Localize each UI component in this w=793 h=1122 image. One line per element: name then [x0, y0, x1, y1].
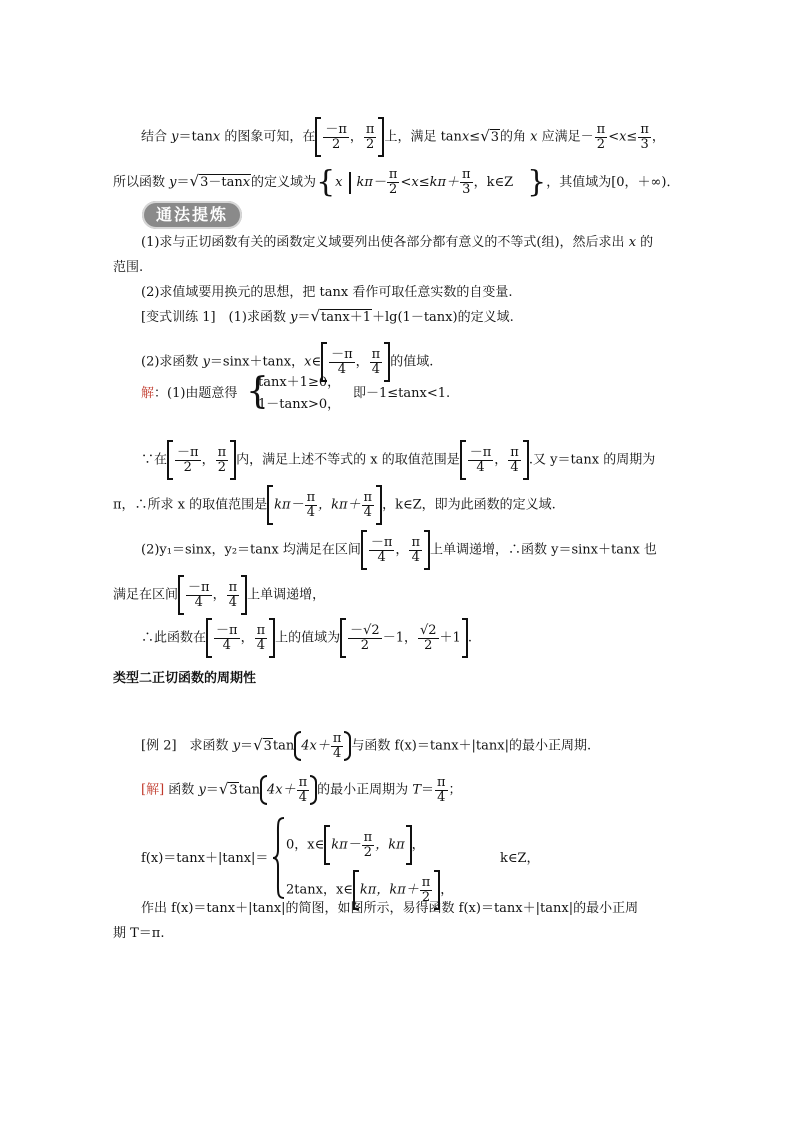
fraction: $\frac{\pi}{2}$	[217, 444, 227, 475]
fraction: $\frac{\pi}{3}$	[462, 167, 471, 197]
text: ，k∈Z	[473, 175, 514, 190]
tip-line-1: (1)求与正切函数有关的函数定义域要列出使各部分都有意义的不等式(组)，然后求出 x 的	[141, 235, 654, 250]
fraction: $\frac{\pi}{2}$	[365, 121, 375, 152]
text: kπ－	[356, 175, 386, 190]
fraction: $\frac{\pi}{4}$	[228, 579, 238, 610]
reasoning-line-2	[113, 164, 680, 200]
example-line-4: 期 T＝π.	[113, 926, 165, 941]
fraction: $\frac{\pi}{4}$	[371, 346, 381, 377]
sqrt: √3－tanx	[189, 172, 251, 190]
piecewise-case-2: 2tanx，x∈ kπ，kπ＋ $\frac{\pi}{2}$ ，	[286, 870, 453, 910]
solution-line-4: (2)y₁＝sinx，y₂＝tanx 均满足在区间 $\frac{-\pi}{4}$ ， $\frac{\pi}{4}$ 上单调递增，∴函数 y＝sinx＋tanx 也	[141, 530, 657, 570]
fraction: $\frac{\pi}{4}$	[332, 730, 342, 761]
text: ＝tan	[178, 129, 213, 145]
fraction: $\frac{√2}{2}$	[419, 622, 437, 653]
method-summary-badge: 通法提炼	[142, 201, 242, 229]
solution-label: 解	[141, 386, 155, 401]
text: ＝	[176, 175, 190, 190]
left-paren	[260, 775, 267, 805]
text: 的图象可知，在	[220, 129, 316, 145]
piecewise-brace	[272, 816, 286, 900]
sqrt: √3	[480, 126, 500, 145]
tip-line-2: (2)求值域要用换元的思想，把 tanx 看作可取任意实数的自变量.	[141, 285, 513, 300]
fraction: $\frac{-√2}{2}$	[350, 622, 380, 653]
fraction: $\frac{\pi}{4}$	[363, 489, 373, 520]
section-title: 类型二正切函数的周期性	[113, 671, 257, 686]
text: <x≤	[608, 129, 638, 145]
solution-line-6: ∴此函数在 $\frac{-\pi}{4}$ ， $\frac{\pi}{4}$ 上的值域为 $\frac{-√2}{2}$ －1， $\frac{√2}{2}$ ＋1 .	[141, 618, 472, 658]
fraction: $\frac{\pi}{4}$	[298, 774, 308, 805]
tip-line-1-cont: 范围.	[113, 260, 144, 275]
text: 应满足－	[537, 129, 594, 145]
text: 结合	[141, 129, 172, 145]
fraction: $\frac{-\pi}{4}$	[469, 444, 492, 475]
left-bracket	[315, 117, 321, 157]
fraction: $\frac{\pi}{4}$	[510, 444, 519, 475]
left-bracket	[178, 575, 184, 615]
fraction: $\frac{\pi}{4}$	[306, 489, 316, 520]
var-x: x	[530, 129, 538, 145]
text: 的角	[500, 129, 531, 145]
solution-label: [解]	[141, 782, 165, 798]
set-right-brace: }	[527, 164, 547, 200]
sqrt: √tanx＋1	[310, 307, 371, 325]
fraction: $\frac{\pi}{3}$	[640, 121, 649, 152]
reasoning-line-1: 结合 y＝tanx 的图象可知，在 $\frac{-\pi}{2}$ ， $\frac{\pi}{2}$ 上，满足 tanx≤√3的角 x 应满足－ $\frac{\pi}{2}$ <x≤ $\frac{\pi}{3}$ ，	[141, 117, 665, 157]
solution-line-3: π，∴所求 x 的取值范围是 kπ－ $\frac{\pi}{4}$ ，kπ＋ $\frac{\pi}{4}$ ，k∈Z，即为此函数的定义域.	[113, 485, 556, 525]
text: ，	[651, 129, 665, 145]
system-brace: {	[246, 371, 269, 412]
fraction: $\frac{\pi}{4}$	[411, 534, 420, 565]
piecewise-kz: k∈Z，	[500, 851, 540, 866]
var-x: x	[335, 175, 343, 190]
piecewise-lhs: f(x)＝tanx＋|tanx|＝	[141, 851, 269, 866]
text: 所以函数	[113, 175, 170, 190]
left-bracket	[267, 485, 273, 525]
fraction: $\frac{\pi}{2}$	[421, 874, 431, 905]
fraction: $\frac{\pi}{4}$	[437, 774, 446, 805]
set-divider	[349, 172, 351, 194]
example-line-2: [解] 函数 y＝√3tan 4x＋ $\frac{\pi}{4}$ 的最小正周期为 T＝ $\frac{\pi}{4}$ ；	[141, 774, 462, 805]
solution-line-1b: 即－1≤tanx<1.	[353, 386, 451, 401]
text: ，其值域为[0，＋∞)．	[546, 175, 680, 190]
solution-line-1: 解：(1)由题意得	[141, 386, 238, 401]
fraction: $\frac{\pi}{2}$	[596, 121, 606, 152]
left-bracket	[324, 825, 330, 865]
example-line-1: [例 2] 求函数 y＝√3tan 4x＋ $\frac{\pi}{4}$ 与函数 f(x)＝tanx＋|tanx|的最小正周期.	[141, 730, 592, 761]
left-bracket	[167, 440, 173, 480]
fraction: $\frac{-\pi}{4}$	[216, 622, 238, 653]
fraction: $\frac{-\pi}{4}$	[331, 346, 353, 377]
variant-line-2: (2)求函数 y＝sinx＋tanx，x∈ $\frac{-\pi}{4}$ ， $\frac{\pi}{4}$ 的值域.	[141, 342, 433, 382]
system-row-1: tanx＋1≥0，	[258, 375, 341, 390]
fraction: $\frac{-\pi}{2}$	[177, 444, 199, 475]
sqrt: √3	[253, 735, 272, 754]
text: <x≤kπ＋	[400, 175, 460, 190]
left-bracket	[361, 530, 367, 570]
left-bracket	[460, 440, 466, 480]
example-line-3: 作出 f(x)＝tanx＋|tanx|的简图，如图所示，易得函数 f(x)＝tanx＋|tanx|的最小正周	[141, 901, 639, 916]
text: 上，满足 tan	[384, 129, 462, 145]
set-left-brace: {	[316, 164, 336, 200]
text: 的定义域为	[251, 175, 317, 190]
var-x: x	[461, 129, 470, 145]
fraction: $\frac{\pi}{2}$	[363, 829, 373, 860]
fraction: $\frac{-\pi}{4}$	[370, 534, 393, 565]
piecewise-case-1: 0，x∈ kπ－ $\frac{\pi}{2}$ ，kπ ，	[286, 825, 425, 865]
var-y: y	[171, 129, 179, 145]
fraction: $\frac{\pi}{4}$	[256, 622, 266, 653]
fraction: $\frac{-\pi}{4}$	[188, 579, 210, 610]
system-row-2: 1－tanx>0，	[258, 397, 341, 412]
left-bracket	[340, 618, 346, 658]
solution-line-5: 满足在区间 $\frac{-\pi}{4}$ ， $\frac{\pi}{4}$ 上单调递增，	[113, 575, 325, 615]
var-x: x	[212, 129, 221, 145]
variant-line-1: [变式训练 1] (1)求函数 y＝√tanx＋1＋lg(1－tanx)的定义域.	[141, 307, 514, 325]
sqrt: √3	[218, 779, 238, 798]
solution-line-2: ∵在 $\frac{-\pi}{2}$ ， $\frac{\pi}{2}$ 内，满足上述不等式的 x 的取值范围是 $\frac{-\pi}{4}$ ， $\frac{\pi}{4}$ .又 y＝tanx 的周期为	[141, 440, 655, 480]
fraction: $\frac{\pi}{2}$	[388, 167, 398, 197]
left-bracket	[206, 618, 212, 658]
var-y: y	[169, 175, 177, 190]
text: ≤	[469, 129, 481, 145]
fraction: $\frac{-\pi}{2}$	[325, 121, 347, 152]
